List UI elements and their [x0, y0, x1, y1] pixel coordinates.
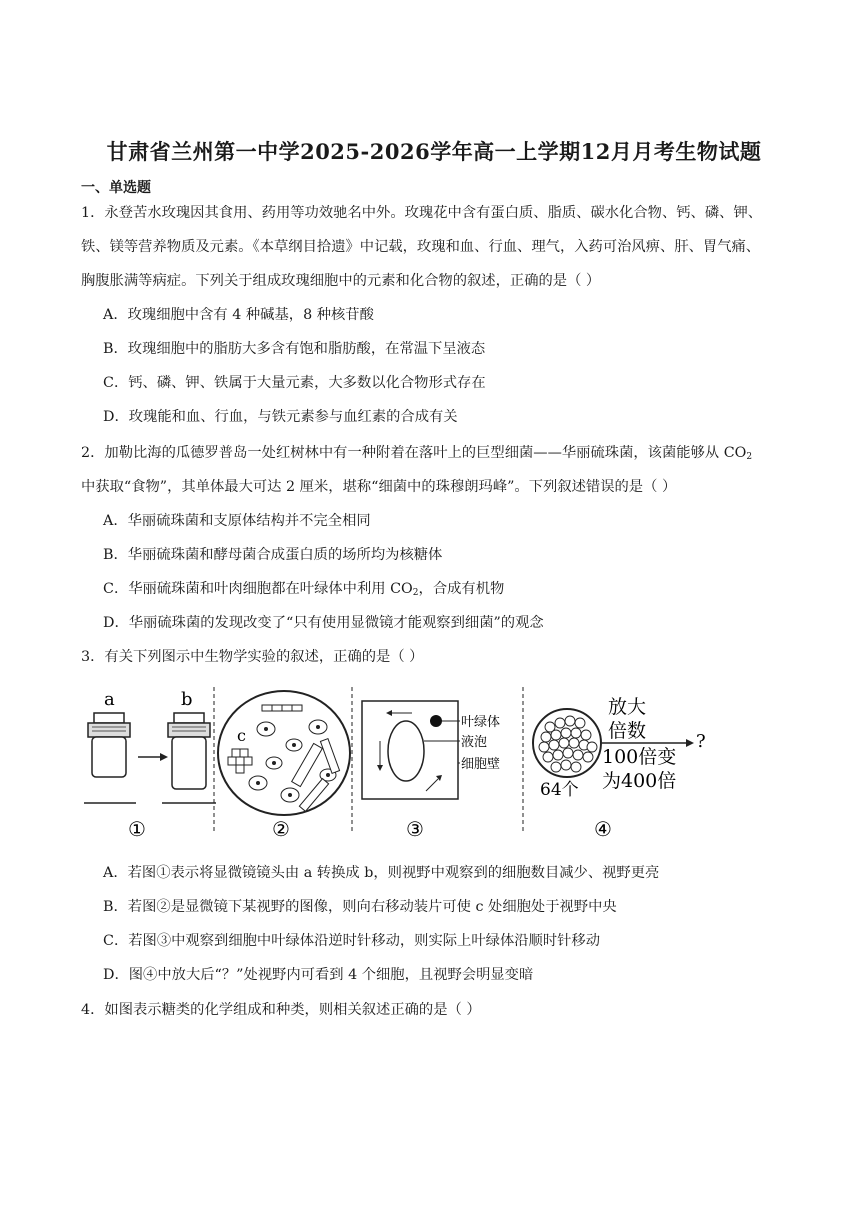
magnify-text-2: 倍数: [608, 720, 647, 742]
q2-line-1-subscript: 2: [746, 452, 753, 462]
q1-line-3: 胸腹胀满等病症。下列关于组成玫瑰细胞中的元素和化合物的叙述，正确的是（ ）: [81, 273, 601, 289]
q3-option-a: A．若图①表示将显微镜镜头由 a 转换成 b，则视野中观察到的细胞数目减少、视野更亮: [103, 865, 660, 881]
q2-option-c-tail: ，合成有机物: [418, 581, 505, 597]
q2-option-b: B．华丽硫珠菌和酵母菌合成蛋白质的场所均为核糖体: [103, 547, 443, 563]
q2-option-d: D．华丽硫珠菌的发现改变了“只有使用显微镜才能观察到细菌”的观念: [103, 615, 544, 631]
q1-option-c: C．钙、磷、钾、铁属于大量元素，大多数以化合物形式存在: [103, 375, 486, 391]
q3-figure: [80, 683, 720, 843]
panel-4-magnification: [533, 696, 706, 841]
panel-2-field-of-view: [218, 687, 352, 841]
panel-number-4: ④: [594, 817, 612, 841]
label-c: c: [237, 726, 246, 745]
magnify-text-3: 100倍变: [602, 746, 677, 768]
panel-number-3: ③: [406, 817, 424, 841]
magnify-text-4: 为400倍: [602, 770, 677, 792]
panel-3-plant-cell: [362, 687, 523, 841]
q2-option-c-text: C．华丽硫珠菌和叶肉细胞都在叶绿体中利用 CO: [103, 581, 413, 597]
q4-stem: 4．如图表示糖类的化学组成和种类，则相关叙述正确的是（ ）: [81, 1002, 481, 1018]
label-b: b: [181, 689, 193, 710]
q2-line-1: [81, 436, 791, 474]
q3-option-d: D．图④中放大后“？”处视野内可看到 4 个细胞，且视野会明显变暗: [103, 967, 534, 983]
q1-line-1: 1．永登苦水玫瑰因其食用、药用等功效驰名中外。玫瑰花中含有蛋白质、脂质、碳水化合物、钙、磷、钾、: [81, 205, 763, 221]
section-heading: 一、单选题: [81, 180, 151, 196]
q3-option-b: B．若图②是显微镜下某视野的图像，则向右移动装片可使 c 处细胞处于视野中央: [103, 899, 617, 915]
q2-line-1-text: 2．加勒比海的瓜德罗普岛一处红树林中有一种附着在落叶上的巨型细菌——华丽硫珠菌，该菌能够从 CO: [81, 445, 747, 461]
label-vacuole: 液泡: [461, 735, 488, 750]
label-cell-wall: 细胞壁: [461, 757, 501, 772]
label-chloroplast: 叶绿体: [461, 715, 501, 730]
q3-option-c: C．若图③中观察到细胞中叶绿体沿逆时针移动，则实际上叶绿体沿顺时针移动: [103, 933, 601, 949]
q2-option-c: [103, 572, 504, 610]
cell-count-label: 64个: [540, 780, 579, 800]
magnify-text-1: 放大: [608, 696, 647, 718]
q1-option-a: A．玫瑰细胞中含有 4 种碱基，8 种核苷酸: [103, 307, 374, 323]
panel-1-objectives: [84, 687, 216, 841]
q2-option-c-subscript: 2: [412, 588, 419, 598]
panel-number-2: ②: [272, 817, 290, 841]
q1-line-2: 铁、镁等营养物质及元素。《本草纲目拾遗》中记载，玫瑰和血、行血、理气，入药可治风痹、肝、胃气痛、: [81, 239, 761, 255]
q2-option-a: A．华丽硫珠菌和支原体结构并不完全相同: [103, 513, 371, 529]
label-a: a: [104, 689, 115, 710]
q1-option-b: B．玫瑰细胞中的脂肪大多含有饱和脂肪酸，在常温下呈液态: [103, 341, 486, 357]
q1-option-d: D．玫瑰能和血、行血，与铁元素参与血红素的合成有关: [103, 409, 458, 425]
panel-number-1: ①: [128, 817, 146, 841]
q3-stem: 3．有关下列图示中生物学实验的叙述，正确的是（ ）: [81, 649, 424, 665]
q2-line-2: 中获取“食物”，其单体最大可达 2 厘米，堪称“细菌中的珠穆朗玛峰”。下列叙述错误的是（ ）: [81, 479, 677, 495]
page-title: 甘肃省兰州第一中学2025-2026学年高一上学期12月月考生物试题: [106, 139, 762, 164]
question-mark: ?: [696, 731, 706, 752]
